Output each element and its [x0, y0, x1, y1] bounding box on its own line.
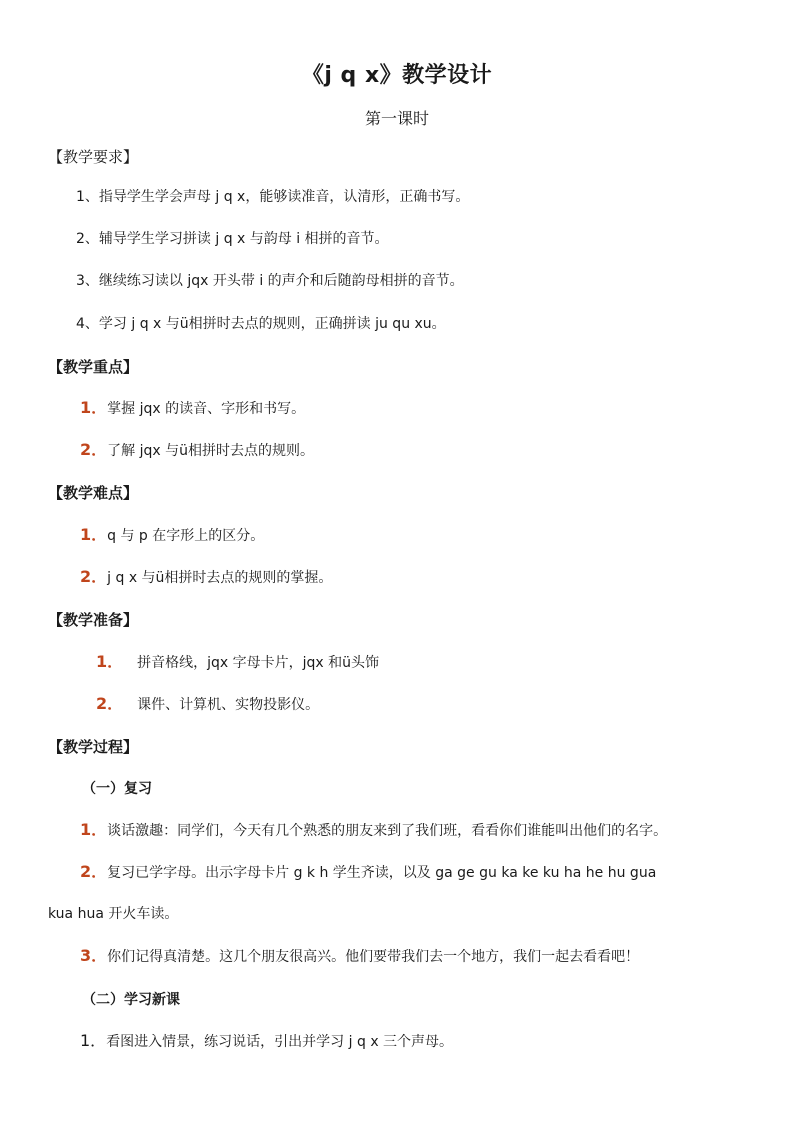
key-point-item — [80, 398, 305, 419]
process-item — [80, 946, 639, 967]
item-text: q 与 p 在字形上的区分。 — [107, 528, 265, 544]
item-text: 谈话激趣：同学们，今天有几个熟悉的朋友来到了我们班，看看你们谁能叫出他们的名字。 — [107, 823, 668, 839]
item-number: 1． — [80, 525, 108, 544]
subsection-new-lesson: （二）学习新课 — [82, 992, 180, 1008]
item-number: 2． — [80, 862, 108, 881]
item-number: 1． — [80, 1031, 107, 1050]
item-text: 看图进入情景，练习说话，引出并学习 j q x 三个声母。 — [106, 1034, 454, 1050]
section-heading-key-points: 【教学重点】 — [48, 358, 139, 376]
item-number: 2． — [80, 567, 108, 586]
item-text: 课件、计算机、实物投影仪。 — [137, 697, 320, 713]
process-item — [80, 1031, 453, 1052]
section-heading-difficulties: 【教学难点】 — [48, 484, 139, 502]
item-number: 3． — [80, 946, 108, 965]
item-text: j q x 与ü相拼时去点的规则的掌握。 — [107, 570, 333, 586]
requirement-item: 1、指导学生学会声母 j q x，能够读准音，认清形，正确书写。 — [76, 189, 470, 205]
difficulty-item — [80, 525, 264, 546]
item-number: 1． — [96, 652, 124, 671]
item-number: 1． — [80, 398, 108, 417]
item-number: 2． — [80, 440, 108, 459]
item-number: 2． — [96, 694, 124, 713]
difficulty-item — [80, 567, 332, 588]
item-text: 复习已学字母。出示字母卡片 g k h 学生齐读，以及 ga ge gu ka ke ku ha he hu gua — [107, 865, 657, 881]
page-title: 《j q x》教学设计 — [301, 63, 493, 88]
item-number: 1． — [80, 820, 108, 839]
section-heading-requirements: 【教学要求】 — [48, 148, 139, 166]
process-item — [80, 820, 667, 841]
process-item-continuation: kua hua 开火车读。 — [48, 906, 179, 922]
process-item — [80, 862, 656, 883]
key-point-item — [80, 440, 314, 461]
section-heading-process: 【教学过程】 — [48, 738, 139, 756]
item-text: 你们记得真清楚。这几个朋友很高兴。他们要带我们去一个地方，我们一起去看看吧！ — [107, 949, 640, 965]
preparation-item — [96, 694, 319, 715]
item-text: 了解 jqx 与ü相拼时去点的规则。 — [107, 443, 314, 459]
requirement-item: 3、继续练习读以 jqx 开头带 i 的声介和后随韵母相拼的音节。 — [76, 273, 464, 289]
section-heading-preparation: 【教学准备】 — [48, 611, 139, 629]
item-text: 拼音格线，jqx 字母卡片，jqx 和ü头饰 — [137, 655, 380, 671]
requirement-item: 4、学习 j q x 与ü相拼时去点的规则，正确拼读 ju qu xu。 — [76, 316, 446, 332]
page-subtitle: 第一课时 — [364, 109, 429, 128]
item-text: 掌握 jqx 的读音、字形和书写。 — [107, 401, 306, 417]
subsection-review: （一）复习 — [82, 781, 152, 797]
preparation-item — [96, 652, 379, 673]
requirement-item: 2、辅导学生学习拼读 j q x 与韵母 i 相拼的音节。 — [76, 231, 389, 247]
